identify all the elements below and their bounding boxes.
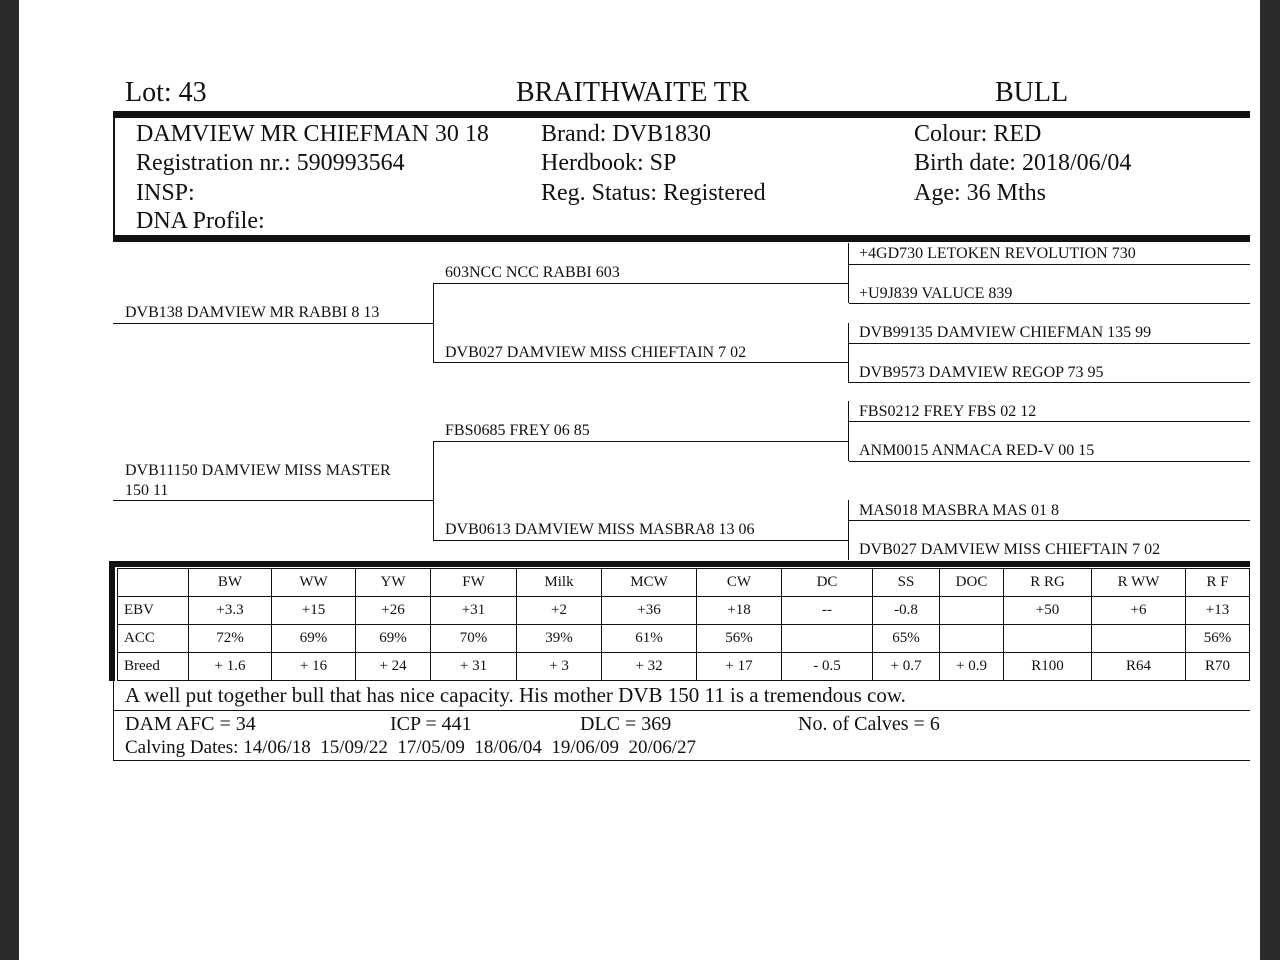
- registration-number: Registration nr.: 590993564: [136, 150, 405, 176]
- ebv-table: [117, 568, 1250, 681]
- brand: Brand: DVB1830: [541, 121, 711, 147]
- pedigree-sds: DVB99135 DAMVIEW CHIEFMAN 135 99: [859, 324, 1152, 341]
- breed-row: [118, 653, 1250, 681]
- acc-cell: 56%: [697, 625, 782, 653]
- right-frame: [1260, 0, 1280, 960]
- ebv-left-rule: [109, 561, 115, 681]
- header-rule: [113, 111, 1250, 118]
- breed-row-label: Breed: [118, 653, 189, 681]
- notes-bottom-rule: [113, 760, 1250, 761]
- ebv-cell: +15: [272, 597, 356, 625]
- ebv-header-cell: MCW: [602, 569, 697, 597]
- pedigree-line: [849, 303, 1250, 304]
- pedigree-dam: DVB11150 DAMVIEW MISS MASTER: [125, 462, 391, 479]
- ebv-cell: [940, 597, 1004, 625]
- breed-cell: + 17: [697, 653, 782, 681]
- ebv-header-cell: SS: [873, 569, 940, 597]
- acc-cell: [1092, 625, 1186, 653]
- ebv-cell: +3.3: [189, 597, 272, 625]
- acc-cell: 72%: [189, 625, 272, 653]
- breed-cell: + 32: [602, 653, 697, 681]
- ebv-header-cell: R WW: [1092, 569, 1186, 597]
- registration-status: Reg. Status: Registered: [541, 180, 766, 206]
- pedigree-line: [434, 441, 848, 442]
- pedigree-dam-sire: FBS0685 FREY 06 85: [445, 422, 590, 439]
- pedigree-dam-suffix: 150 11: [125, 482, 169, 499]
- dna-profile-label: DNA Profile:: [136, 208, 265, 234]
- pedigree-line: [434, 540, 848, 541]
- info-bottom-rule: [113, 235, 1250, 242]
- pedigree-line: [113, 323, 434, 324]
- pedigree-dam-dam: DVB0613 DAMVIEW MISS MASBRA8 13 06: [445, 521, 755, 538]
- pedigree-line: [849, 382, 1250, 383]
- pedigree-connector: [848, 243, 849, 303]
- left-frame: [0, 0, 19, 960]
- ebv-header-cell: FW: [431, 569, 517, 597]
- ebv-header-cell: [118, 569, 189, 597]
- birth-date: Birth date: 2018/06/04: [914, 150, 1132, 176]
- comment-text: A well put together bull that has nice capacity. His mother DVB 150 11 is a tremendous cow.: [125, 683, 906, 707]
- number-of-calves: No. of Calves = 6: [798, 713, 940, 735]
- ebv-cell: +13: [1186, 597, 1250, 625]
- ebv-header-cell: CW: [697, 569, 782, 597]
- acc-cell: 39%: [517, 625, 602, 653]
- pedigree-sdd: DVB9573 DAMVIEW REGOP 73 95: [859, 364, 1104, 381]
- acc-cell: [940, 625, 1004, 653]
- acc-cell: 61%: [602, 625, 697, 653]
- acc-cell: 56%: [1186, 625, 1250, 653]
- pedigree-dsd: ANM0015 ANMACA RED-V 00 15: [859, 442, 1095, 459]
- pedigree-sire-sire: 603NCC NCC RABBI 603: [445, 264, 620, 281]
- ebv-cell: +2: [517, 597, 602, 625]
- pedigree-line: [849, 520, 1250, 521]
- breed-cell: + 16: [272, 653, 356, 681]
- pedigree-line: [434, 362, 848, 363]
- ebv-header-cell: DOC: [940, 569, 1004, 597]
- acc-row: [118, 625, 1250, 653]
- ebv-row: [118, 597, 1250, 625]
- pedigree-connector: [848, 500, 849, 560]
- acc-cell: 69%: [272, 625, 356, 653]
- pedigree-line: [849, 264, 1250, 265]
- ebv-header-cell: YW: [356, 569, 431, 597]
- insp-label: INSP:: [136, 180, 195, 206]
- breed-cell: R64: [1092, 653, 1186, 681]
- icp: ICP = 441: [390, 713, 472, 735]
- pedigree-connector: [848, 323, 849, 383]
- dam-afc: DAM AFC = 34: [125, 713, 256, 735]
- breeder-name: BRAITHWAITE TR: [516, 77, 750, 108]
- ebv-row-label: EBV: [118, 597, 189, 625]
- pedigree-sss: +4GD730 LETOKEN REVOLUTION 730: [859, 245, 1136, 262]
- pedigree-connector: [848, 401, 849, 461]
- ebv-header-row: [118, 569, 1250, 597]
- info-box-left: [113, 111, 115, 241]
- pedigree-sire: DVB138 DAMVIEW MR RABBI 8 13: [125, 304, 380, 321]
- acc-cell: [1004, 625, 1092, 653]
- ebv-cell: +31: [431, 597, 517, 625]
- ebv-header-cell: BW: [189, 569, 272, 597]
- herdbook: Herdbook: SP: [541, 150, 677, 176]
- age: Age: 36 Mths: [914, 180, 1046, 206]
- calving-dates: Calving Dates: 14/06/18 15/09/22 17/05/09 18/06/04 19/06/09 20/06/27: [125, 737, 697, 758]
- comment-divider: [113, 710, 1250, 711]
- colour: Colour: RED: [914, 121, 1042, 147]
- ebv-header-cell: Milk: [517, 569, 602, 597]
- pedigree-dss: FBS0212 FREY FBS 02 12: [859, 403, 1037, 420]
- ebv-top-rule: [109, 561, 1250, 567]
- pedigree-ddd: DVB027 DAMVIEW MISS CHIEFTAIN 7 02: [859, 541, 1161, 558]
- acc-row-label: ACC: [118, 625, 189, 653]
- pedigree-sire-dam: DVB027 DAMVIEW MISS CHIEFTAIN 7 02: [445, 344, 747, 361]
- acc-cell: [782, 625, 873, 653]
- breed-cell: + 0.9: [940, 653, 1004, 681]
- pedigree-line: [849, 461, 1250, 462]
- breed-cell: + 31: [431, 653, 517, 681]
- ebv-header-cell: R RG: [1004, 569, 1092, 597]
- acc-cell: 69%: [356, 625, 431, 653]
- breed-cell: - 0.5: [782, 653, 873, 681]
- ebv-cell: +50: [1004, 597, 1092, 625]
- pedigree-connector: [433, 441, 434, 541]
- pedigree-line: [849, 421, 1250, 422]
- lot-number: Lot: 43: [125, 77, 207, 108]
- ebv-cell: +6: [1092, 597, 1186, 625]
- ebv-header-cell: DC: [782, 569, 873, 597]
- pedigree-line: [849, 343, 1250, 344]
- acc-cell: 70%: [431, 625, 517, 653]
- breed-cell: + 1.6: [189, 653, 272, 681]
- dlc: DLC = 369: [580, 713, 672, 735]
- ebv-header-cell: WW: [272, 569, 356, 597]
- ebv-cell: +36: [602, 597, 697, 625]
- breed-cell: + 0.7: [873, 653, 940, 681]
- notes-box-left: [113, 681, 114, 761]
- breed-cell: R100: [1004, 653, 1092, 681]
- pedigree-line: [434, 283, 848, 284]
- pedigree-connector: [433, 283, 434, 363]
- ebv-cell: --: [782, 597, 873, 625]
- breed-cell: R70: [1186, 653, 1250, 681]
- pedigree-ssd: +U9J839 VALUCE 839: [859, 285, 1013, 302]
- ebv-header-cell: R F: [1186, 569, 1250, 597]
- animal-name: DAMVIEW MR CHIEFMAN 30 18: [136, 121, 489, 147]
- pedigree-dds: MAS018 MASBRA MAS 01 8: [859, 502, 1060, 519]
- sex-label: BULL: [995, 77, 1069, 108]
- ebv-cell: -0.8: [873, 597, 940, 625]
- acc-cell: 65%: [873, 625, 940, 653]
- pedigree-line: [113, 500, 434, 501]
- ebv-cell: +18: [697, 597, 782, 625]
- breed-cell: + 24: [356, 653, 431, 681]
- ebv-cell: +26: [356, 597, 431, 625]
- breed-cell: + 3: [517, 653, 602, 681]
